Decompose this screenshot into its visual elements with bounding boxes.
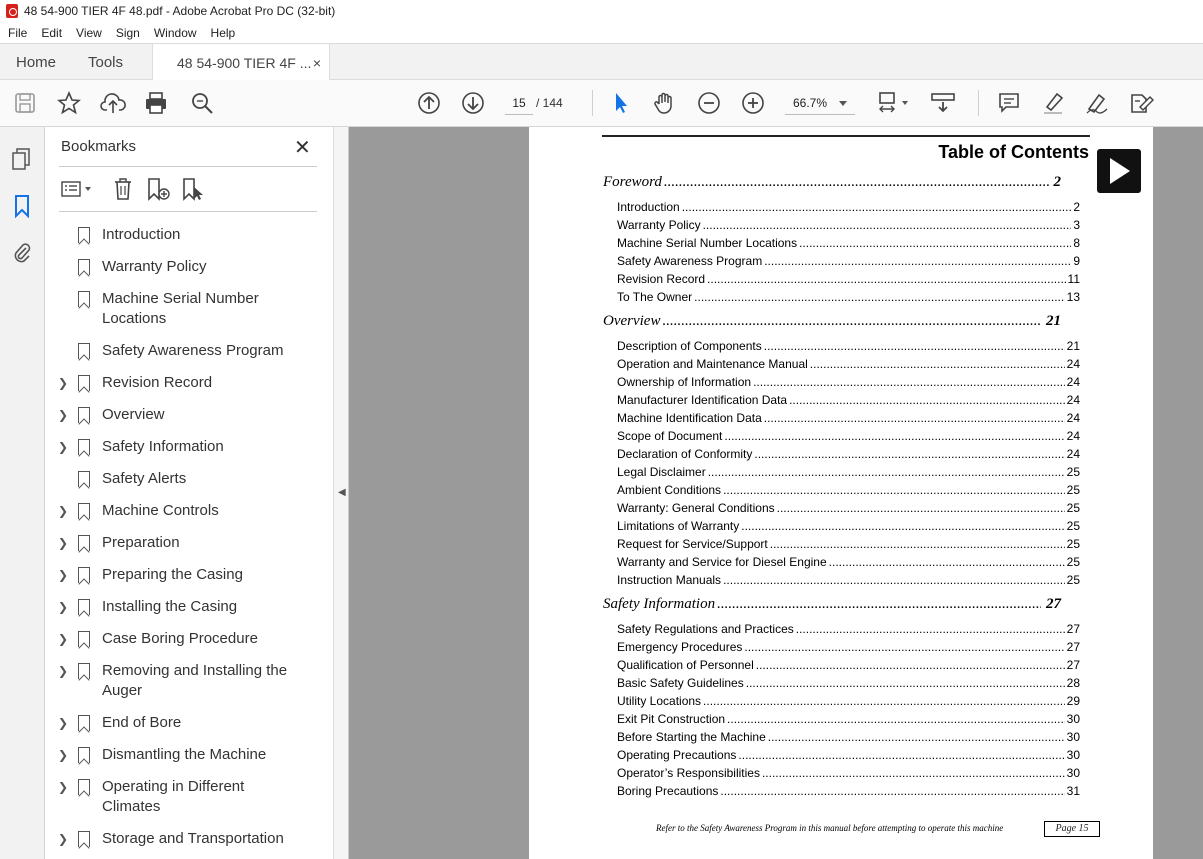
toc-entry[interactable] [617,676,1080,690]
toc-entry-label: Revision Record [617,272,706,286]
toc-entry-page: 25 [1066,519,1080,533]
toc-entry-label: Basic Safety Guidelines [617,676,744,690]
bookmark-item[interactable] [46,399,308,431]
toc-entry-page: 25 [1066,573,1080,587]
toc-entry-label: Qualification of Personnel [617,658,754,672]
bookmark-icon [78,227,90,243]
menu-file[interactable]: File [8,25,28,40]
toc-entry-label: Instruction Manuals [617,573,722,587]
select-cursor-icon[interactable] [608,90,634,116]
menu-view[interactable]: View [76,25,102,40]
bookmark-label: Storage and Transportation [102,830,284,847]
bookmark-label: Revision Record [102,374,213,391]
leader-dots [777,501,1065,515]
bookmark-item[interactable] [46,283,308,335]
bookmark-icon [78,567,90,583]
comment-icon[interactable] [996,90,1022,116]
bookmark-icon [78,663,90,679]
toc-entry[interactable] [617,218,1080,232]
leader-dots [770,537,1065,551]
bookmark-icon [78,407,90,423]
toc-entry[interactable] [617,429,1080,443]
leader-dots [664,174,1049,191]
toc-entry-label: Warranty and Service for Diesel Engine [617,555,827,569]
toc-entry-page: 27 [1066,622,1080,636]
toc-entry-page: 13 [1066,290,1080,304]
bookmark-item[interactable] [46,655,308,707]
leader-dots [662,313,1041,330]
toc-entry-page: 24 [1066,393,1080,407]
leader-dots [738,748,1064,762]
toc-entry-label: Machine Identification Data [617,411,762,425]
toc-entry-label: Emergency Procedures [617,640,743,654]
bookmark-label: Machine Serial Number Locations [102,290,259,327]
menu-window[interactable]: Window [153,25,197,40]
page-fit-icon[interactable] [876,90,912,116]
toc-entry[interactable] [617,272,1080,286]
bookmark-item[interactable] [46,251,308,283]
toc-entry-page: 29 [1066,694,1080,708]
toc-entry-label: Operating Precautions [617,748,737,762]
leader-dots [724,429,1064,443]
bookmark-item[interactable] [46,623,308,655]
leader-dots [682,200,1072,214]
page-total: / 144 [536,96,563,110]
toc-entry[interactable] [617,200,1080,214]
chevron-right-icon[interactable]: ❯ [58,440,69,454]
toc-entry[interactable] [617,694,1080,708]
search-icon[interactable] [189,90,215,116]
toc-entry-label: Limitations of Warranty [617,519,740,533]
toc-entry[interactable] [617,357,1080,371]
leader-dots [703,694,1065,708]
leader-dots [707,272,1065,286]
cloud-upload-icon[interactable] [100,90,126,116]
toc-entry[interactable] [617,730,1080,744]
leader-dots [744,640,1064,654]
toc-entry-label: Request for Service/Support [617,537,768,551]
bookmark-label: Preparation [102,534,180,551]
toc-entry[interactable] [617,573,1080,587]
title-bar [0,0,1203,22]
chevron-right-icon[interactable]: ❯ [58,664,69,678]
leader-dots [746,676,1065,690]
bookmark-label: Operating in Different Climates [102,778,245,815]
toc-entry-page: 25 [1066,483,1080,497]
toc-entry-label: Utility Locations [617,694,702,708]
toc-entry-page: 30 [1066,712,1080,726]
toc-entry-label: Safety Regulations and Practices [617,622,794,636]
star-icon[interactable] [56,90,82,116]
bookmark-item[interactable] [46,855,308,859]
toc-entry-page: 25 [1066,465,1080,479]
bookmark-label: Removing and Installing the Auger [102,662,288,699]
toc-section-title: Foreword [603,174,662,190]
zoom-out-icon[interactable] [696,90,722,116]
toc-entry-page: 9 [1073,254,1080,268]
toolbar-divider [978,90,979,116]
bookmark-icon [78,831,90,847]
document-canvas[interactable] [349,127,1203,859]
print-icon[interactable] [143,90,169,116]
bookmark-icon [78,291,90,307]
bookmark-icon [78,599,90,615]
toc-entry-page: 30 [1066,766,1080,780]
sign-pen-icon[interactable] [1084,90,1110,116]
bookmark-item[interactable] [46,219,308,251]
toc-section[interactable] [603,596,1061,613]
toc-entry-label: Ambient Conditions [617,483,722,497]
bookmark-icon [78,343,90,359]
save-icon[interactable] [12,90,38,116]
toc-entry[interactable] [617,748,1080,762]
next-page-icon[interactable] [460,90,486,116]
leader-dots [789,393,1065,407]
toc-entry-page: 30 [1066,748,1080,762]
toc-entry[interactable] [617,640,1080,654]
toc-entry[interactable] [617,658,1080,672]
close-icon[interactable]: ✕ [294,137,311,159]
leader-dots [723,573,1065,587]
toc-entry[interactable] [617,339,1080,353]
chevron-right-icon[interactable]: ❯ [58,504,69,518]
toc-entry[interactable] [617,766,1080,780]
toc-entry-page: 25 [1066,537,1080,551]
zoom-level-select[interactable]: 66.7% [785,91,855,115]
toc-entry-page: 24 [1066,357,1080,371]
toc-entry-page: 21 [1066,339,1080,353]
toc-entry[interactable] [617,555,1080,569]
leader-dots [754,447,1064,461]
chevron-right-icon[interactable]: ❯ [58,780,69,794]
bookmark-label: Case Boring Procedure [102,630,258,647]
bookmark-icon [78,535,90,551]
bookmark-label: Dismantling the Machine [102,746,267,763]
bookmark-icon [78,779,90,795]
tab-document-label: 48 54-900 TIER 4F ... [177,54,312,71]
previous-page-icon[interactable] [416,90,442,116]
bookmark-label: Introduction [102,226,181,243]
chevron-right-icon[interactable]: ❯ [58,568,69,582]
leader-dots [768,730,1065,744]
bookmark-label: Overview [102,406,165,423]
delete-bookmark-icon[interactable] [112,176,134,202]
chevron-right-icon[interactable]: ❯ [58,748,69,762]
toc-entry[interactable] [617,236,1080,250]
bookmark-label: Preparing the Casing [102,566,243,583]
edit-pdf-icon[interactable] [1128,90,1154,116]
bookmark-label: Safety Alerts [102,470,187,487]
toolbar [0,80,1203,127]
hand-tool-icon[interactable] [652,90,678,116]
bookmark-icon [78,747,90,763]
navigation-rail [0,127,45,859]
chevron-right-icon[interactable]: ❯ [58,600,69,614]
toc-entry[interactable] [617,254,1080,268]
page-footer-note: Refer to the Safety Awareness Program in this manual before attempting to operate this machine [656,823,1004,833]
header-rule [602,135,1090,137]
highlight-pen-icon[interactable] [1040,90,1066,116]
toc-entry-page: 27 [1066,640,1080,654]
chevron-right-icon[interactable]: ❯ [58,536,69,550]
toc-entry-label: Before Starting the Machine [617,730,766,744]
bookmark-options-icon[interactable] [60,176,96,202]
toc-entry[interactable] [617,411,1080,425]
scroll-mode-icon[interactable] [930,90,956,116]
chevron-right-icon[interactable]: ❯ [58,632,69,646]
bookmark-label: Warranty Policy [102,258,207,275]
bookmark-icon [78,471,90,487]
page-footer-number: Page 15 [1044,821,1100,837]
leader-dots [723,483,1065,497]
toc-entry-label: Legal Disclaimer [617,465,706,479]
next-arrow-icon[interactable] [1097,149,1141,193]
bookmark-item[interactable] [46,527,308,559]
panel-divider [59,211,317,212]
toc-entry-label: Manufacturer Identification Data [617,393,788,407]
toc-entry[interactable] [617,393,1080,407]
bookmarks-panel [46,127,333,859]
bookmark-item[interactable] [46,771,308,823]
zoom-in-icon[interactable] [740,90,766,116]
bookmark-icon [78,259,90,275]
toc-section[interactable] [603,174,1061,191]
toc-entry-label: Ownership of Information [617,375,752,389]
toc-entry-page: 25 [1066,555,1080,569]
menu-bar [0,22,1203,43]
bookmark-label: Safety Information [102,438,224,455]
bookmark-item[interactable] [46,431,308,463]
toc-entry-page: 25 [1066,501,1080,515]
bookmark-from-selection-icon[interactable] [181,176,205,202]
new-bookmark-icon[interactable] [146,176,170,202]
toc-entry-label: Scope of Document [617,429,723,443]
toc-entry[interactable] [617,483,1080,497]
collapse-arrow-icon[interactable]: ◀ [338,487,346,498]
bookmark-icon [78,439,90,455]
toc-entry[interactable] [617,519,1080,533]
chevron-right-icon[interactable]: ❯ [58,716,69,730]
toc-entry-page: 24 [1066,447,1080,461]
window-title: 48 54-900 TIER 4F 48.pdf - Adobe Acrobat Pro DC (32-bit) [24,4,336,18]
leader-dots [720,784,1064,798]
tab-home[interactable]: Home [16,53,57,71]
bookmark-label: Machine Controls [102,502,219,519]
bookmark-label: Installing the Casing [102,598,238,615]
panel-collapse-handle[interactable] [333,127,349,859]
leader-dots [753,375,1065,389]
bookmark-item[interactable] [46,823,308,855]
bookmark-icon [78,715,90,731]
bookmark-item[interactable] [46,739,308,771]
toc-entry-page: 11 [1067,272,1080,286]
toc-entry-label: Operation and Maintenance Manual [617,357,808,371]
toc-entry-page: 24 [1066,429,1080,443]
toc-entry-page: 24 [1066,375,1080,389]
bookmarks-icon[interactable] [10,194,34,218]
attachments-icon[interactable] [10,240,34,264]
toc-entry-label: Warranty Policy [617,218,701,232]
toc-entry-page: 2 [1073,200,1080,214]
tab-tools[interactable]: Tools [88,53,124,71]
toc-entry-page: 30 [1066,730,1080,744]
toc-entry-label: Safety Awareness Program [617,254,763,268]
leader-dots [727,712,1065,726]
toc-entry-label: Declaration of Conformity [617,447,753,461]
chevron-right-icon[interactable]: ❯ [58,408,69,422]
tab-close-icon[interactable]: × [312,54,321,71]
toc-section-title: Safety Information [603,596,716,612]
toc-entry[interactable] [617,501,1080,515]
toc-entry-label: Operator’s Responsibilities [617,766,760,780]
bookmark-item[interactable] [46,591,308,623]
toc-entry-page: 31 [1066,784,1080,798]
toc-entry[interactable] [617,465,1080,479]
bookmark-label: End of Bore [102,714,182,731]
toc-entry-label: Warranty: General Conditions [617,501,775,515]
leader-dots [829,555,1065,569]
leader-dots [796,622,1065,636]
toc-entry-page: 27 [1066,658,1080,672]
toc-entry[interactable] [617,290,1080,304]
leader-dots [799,236,1071,250]
bookmarks-panel-title: Bookmarks [61,138,137,155]
toc-section[interactable] [603,313,1061,330]
bookmark-label: Safety Awareness Program [102,342,284,359]
chevron-right-icon[interactable]: ❯ [58,832,69,846]
toc-entry-label: To The Owner [617,290,693,304]
toc-entry[interactable] [617,375,1080,389]
bookmark-icon [78,631,90,647]
leader-dots [741,519,1064,533]
toc-section-page: 2 [1053,174,1061,190]
leader-dots [703,218,1072,232]
page-thumbnails-icon[interactable] [10,147,34,171]
menu-help[interactable]: Help [210,25,236,40]
toc-section-page: 27 [1046,596,1061,612]
toc-section-title: Overview [603,313,661,329]
menu-sign[interactable]: Sign [115,25,140,40]
tab-document[interactable] [152,44,330,81]
leader-dots [764,411,1065,425]
toc-entry-label: Boring Precautions [617,784,719,798]
toc-entry[interactable] [617,712,1080,726]
toc-entry-label: Exit Pit Construction [617,712,726,726]
toc-entry[interactable] [617,447,1080,461]
bookmark-item[interactable] [46,559,308,591]
page-number-input[interactable]: 15 [505,91,533,115]
bookmark-item[interactable] [46,367,308,399]
bookmark-item[interactable] [46,495,308,527]
leader-dots [764,339,1065,353]
bookmark-item[interactable] [46,335,308,367]
pdf-app-icon [6,4,18,18]
toc-entry-page: 24 [1066,411,1080,425]
chevron-right-icon[interactable]: ❯ [58,376,69,390]
toc-entry-page: 8 [1073,236,1080,250]
toc-entry-page: 3 [1073,218,1080,232]
leader-dots [810,357,1065,371]
toc-entry-label: Machine Serial Number Locations [617,236,798,250]
tab-bar [0,43,1203,80]
toc-section-page: 21 [1046,313,1061,329]
toc-entry[interactable] [617,537,1080,551]
leader-dots [694,290,1064,304]
bookmark-item[interactable] [46,463,308,495]
bookmark-list [46,219,308,859]
pdf-page [529,127,1153,859]
leader-dots [708,465,1065,479]
toc-entry-label: Description of Components [617,339,762,353]
leader-dots [764,254,1071,268]
toc-entry-label: Introduction [617,200,680,214]
toc-entry[interactable] [617,622,1080,636]
menu-edit[interactable]: Edit [41,25,63,40]
leader-dots [756,658,1065,672]
toc-entry-page: 28 [1066,676,1080,690]
panel-divider [59,166,317,167]
toc-entry[interactable] [617,784,1080,798]
bookmark-icon [78,503,90,519]
bookmark-icon [78,375,90,391]
bookmark-item[interactable] [46,707,308,739]
toolbar-divider [592,90,593,116]
toc-heading: Table of Contents [938,142,1089,162]
leader-dots [717,596,1041,613]
leader-dots [762,766,1065,780]
